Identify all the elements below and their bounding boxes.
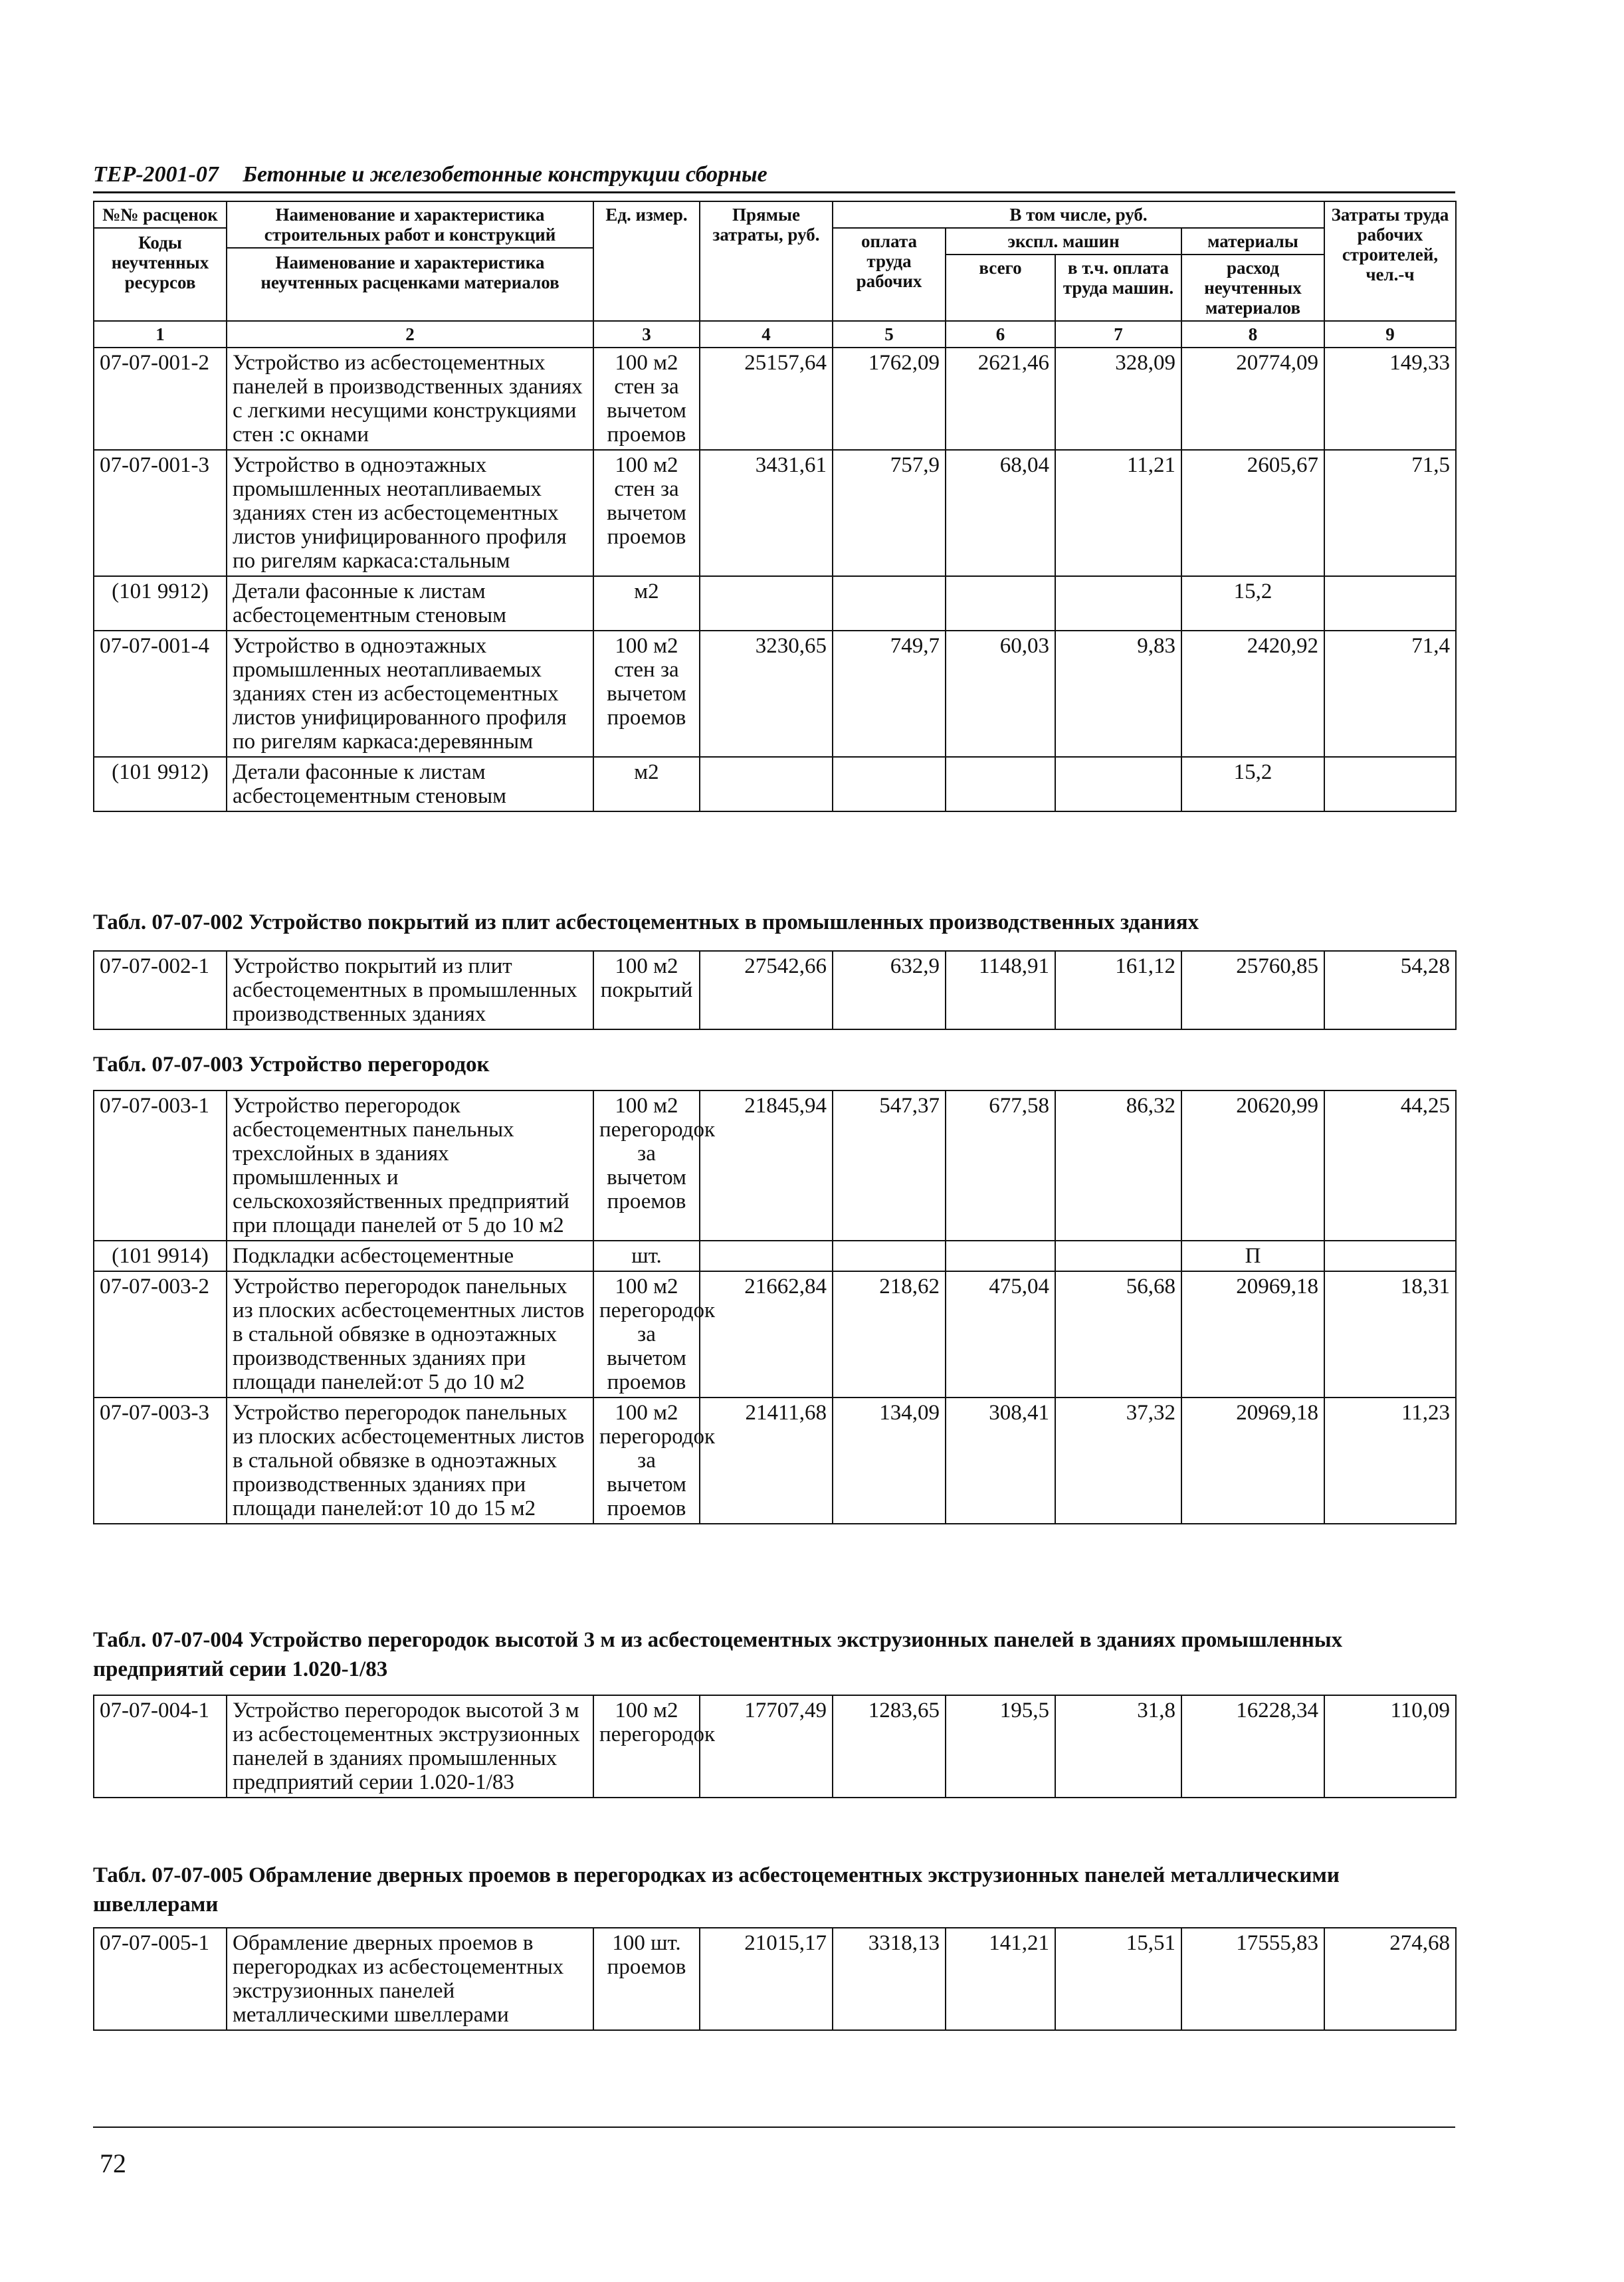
table-row (94, 1398, 1456, 1524)
col7-header: в т.ч. оплата труда машин. (1055, 255, 1181, 321)
cell-code: (101 9912) (94, 576, 227, 631)
cell-mach: 308,41 (946, 1398, 1055, 1524)
cell-unit: м2 (593, 576, 700, 631)
empty-cell (1055, 1241, 1181, 1271)
cell-mach: 195,5 (946, 1695, 1055, 1798)
caption-text: Устройство покрытий из плит асбестоцементных в промышленных производственных зданиях (249, 910, 1199, 934)
cell-labor: 1762,09 (833, 348, 946, 450)
cell-mach-labor: 56,68 (1055, 1271, 1181, 1398)
col-number: 7 (1055, 321, 1181, 348)
empty-cell (1324, 576, 1456, 631)
caption-prefix: Табл. 07-07-003 (93, 1053, 243, 1077)
col-number: 8 (1181, 321, 1324, 348)
col-number: 4 (700, 321, 833, 348)
cell-mach: 1148,91 (946, 951, 1055, 1029)
cell-code: 07-07-001-4 (94, 631, 227, 757)
cell-unit: шт. (593, 1241, 700, 1271)
cell-mach: 141,21 (946, 1928, 1055, 2030)
cell-mach-labor: 31,8 (1055, 1695, 1181, 1798)
caption-text: Обрамление дверных проемов в перегородках из асбестоцементных экструзионных панелей металлическими швеллерами (93, 1863, 1340, 1917)
machines-header: экспл. машин (946, 228, 1181, 255)
table-002 (93, 950, 1457, 1030)
cell-direct: 25157,64 (700, 348, 833, 450)
table-row (94, 450, 1456, 576)
cell-code: 07-07-002-1 (94, 951, 227, 1029)
cell-name: Устройство перегородок панельных из плоских асбестоцементных листов в стальной обвязке в одноэтажных производственных зданиях при площади панелей:от 10 до 15 м2 (227, 1398, 593, 1524)
cell-name: Детали фасонные к листам асбестоцементным стеновым (227, 757, 593, 811)
cell-unit: 100 м2 перегородок за вычетом проемов (593, 1271, 700, 1398)
cell-mach-labor: 37,32 (1055, 1398, 1181, 1524)
cell-unit: 100 м2 стен за вычетом проемов (593, 348, 700, 450)
cell-unit: 100 шт. проемов (593, 1928, 700, 2030)
col3-header: Ед. измер. (593, 201, 700, 321)
cell-direct: 27542,66 (700, 951, 833, 1029)
caption-prefix: Табл. 07-07-005 (93, 1863, 243, 1887)
cell-direct: 21662,84 (700, 1271, 833, 1398)
cell-hours: 71,5 (1324, 450, 1456, 576)
table-row (94, 1271, 1456, 1398)
cell-mat: 20969,18 (1181, 1271, 1324, 1398)
cell-mach: 68,04 (946, 450, 1055, 576)
resource-row (94, 757, 1456, 811)
cell-direct: 3230,65 (700, 631, 833, 757)
cell-mach-labor: 161,12 (1055, 951, 1181, 1029)
cell-mat: 20969,18 (1181, 1398, 1324, 1524)
caption-prefix: Табл. 07-07-004 (93, 1628, 243, 1652)
resource-row (94, 576, 1456, 631)
cell-code: (101 9914) (94, 1241, 227, 1271)
cell-name: Детали фасонные к листам асбестоцементным стеновым (227, 576, 593, 631)
cell-direct: 21411,68 (700, 1398, 833, 1524)
footer-rule (93, 2126, 1455, 2128)
cell-labor: 1283,65 (833, 1695, 946, 1798)
cell-mach-labor: 11,21 (1055, 450, 1181, 576)
cell-labor: 218,62 (833, 1271, 946, 1398)
col-number: 1 (94, 321, 227, 348)
cell-hours: 11,23 (1324, 1398, 1456, 1524)
cell-name: Устройство перегородок высотой 3 м из асбестоцементных экструзионных панелей в зданиях промышленных предприятий серии 1.020-1/83 (227, 1695, 593, 1798)
cell-code: 07-07-003-1 (94, 1090, 227, 1241)
empty-cell (833, 757, 946, 811)
table-row (94, 631, 1456, 757)
empty-cell (700, 757, 833, 811)
table-003 (93, 1090, 1457, 1524)
cell-mat: 15,2 (1181, 576, 1324, 631)
cell-direct: 21845,94 (700, 1090, 833, 1241)
cell-code: 07-07-003-2 (94, 1271, 227, 1398)
header-title: Бетонные и железобетонные конструкции сборные (243, 162, 767, 187)
cell-labor: 547,37 (833, 1090, 946, 1241)
cell-labor: 3318,13 (833, 1928, 946, 2030)
col-number: 2 (227, 321, 593, 348)
empty-cell (1324, 1241, 1456, 1271)
col-number: 6 (946, 321, 1055, 348)
page-number: 72 (100, 2148, 126, 2178)
col8-header: расход неучтенных материалов (1181, 255, 1324, 321)
cell-direct: 21015,17 (700, 1928, 833, 2030)
cell-hours: 18,31 (1324, 1271, 1456, 1398)
cell-hours: 44,25 (1324, 1090, 1456, 1241)
header-rule (93, 191, 1455, 193)
empty-cell (833, 1241, 946, 1271)
empty-cell (1324, 757, 1456, 811)
table-row (94, 1928, 1456, 2030)
cell-labor: 134,09 (833, 1398, 946, 1524)
cell-code: 07-07-001-2 (94, 348, 227, 450)
col6-header: всего (946, 255, 1055, 321)
table-caption-004 (93, 1625, 1455, 1684)
cell-mach-labor: 86,32 (1055, 1090, 1181, 1241)
cell-unit: 100 м2 стен за вычетом проемов (593, 450, 700, 576)
cell-name: Устройство перегородок панельных из плоских асбестоцементных листов в стальной обвязке в одноэтажных производственных зданиях при площади панелей:от 5 до 10 м2 (227, 1271, 593, 1398)
cell-labor: 632,9 (833, 951, 946, 1029)
cell-labor: 757,9 (833, 450, 946, 576)
empty-cell (946, 757, 1055, 811)
cell-mach: 2621,46 (946, 348, 1055, 450)
cell-unit: 100 м2 покрытий (593, 951, 700, 1029)
cell-mat: 25760,85 (1181, 951, 1324, 1029)
cell-mat: 2420,92 (1181, 631, 1324, 757)
cell-code: 07-07-004-1 (94, 1695, 227, 1798)
empty-cell (1055, 757, 1181, 811)
col1-header (94, 201, 227, 321)
materials-header: материалы (1181, 228, 1324, 255)
header-code: ТЕР-2001-07 (93, 162, 219, 187)
cell-unit: 100 м2 перегородок за вычетом проемов (593, 1398, 700, 1524)
table-caption-003 (93, 1050, 1455, 1079)
cell-mach-labor: 15,51 (1055, 1928, 1181, 2030)
cell-name: Устройство в одноэтажных промышленных неотапливаемых зданиях стен из асбестоцементных листов унифицированного профиля по ригелям каркаса:деревянным (227, 631, 593, 757)
cell-unit: м2 (593, 757, 700, 811)
empty-cell (1055, 576, 1181, 631)
cell-hours: 71,4 (1324, 631, 1456, 757)
col-number: 3 (593, 321, 700, 348)
cell-name: Устройство из асбестоцементных панелей в производственных зданиях с легкими несущими конструкциями стен :с окнами (227, 348, 593, 450)
cell-name: Подкладки асбестоцементные (227, 1241, 593, 1271)
caption-text: Устройство перегородок высотой 3 м из асбестоцементных экструзионных панелей в зданиях промышленных предприятий серии 1.020-1/83 (93, 1628, 1343, 1681)
cell-mat: 16228,34 (1181, 1695, 1324, 1798)
cell-hours: 54,28 (1324, 951, 1456, 1029)
cell-mach-labor: 328,09 (1055, 348, 1181, 450)
cell-hours: 274,68 (1324, 1928, 1456, 2030)
cell-mach-labor: 9,83 (1055, 631, 1181, 757)
cell-mach: 475,04 (946, 1271, 1055, 1398)
cell-name: Устройство покрытий из плит асбестоцементных в промышленных производственных зданиях (227, 951, 593, 1029)
col1-bottom: Коды неучтенных ресурсов (111, 233, 209, 292)
cell-unit: 100 м2 стен за вычетом проемов (593, 631, 700, 757)
col2-bottom: Наименование и характеристика неучтенных расценками материалов (260, 253, 559, 292)
empty-cell (946, 576, 1055, 631)
cell-name: Устройство перегородок асбестоцементных панельных трехслойных в зданиях промышленных и сельскохозяйственных предприятий при площади панелей от 5 до 10 м2 (227, 1090, 593, 1241)
cell-name: Обрамление дверных проемов в перегородках из асбестоцементных экструзионных панелей металлическими швеллерами (227, 1928, 593, 2030)
cell-mat: 20620,99 (1181, 1090, 1324, 1241)
group-header: В том числе, руб. (833, 201, 1324, 228)
col-number: 5 (833, 321, 946, 348)
cell-code: (101 9912) (94, 757, 227, 811)
table-caption-002 (93, 908, 1455, 937)
table-row (94, 1090, 1456, 1241)
cell-mat: 17555,83 (1181, 1928, 1324, 2030)
page-header (93, 162, 1455, 187)
col-number: 9 (1324, 321, 1456, 348)
cell-mach: 60,03 (946, 631, 1055, 757)
table-row (94, 951, 1456, 1029)
col2-header (227, 201, 593, 321)
col5-header: оплата труда рабочих (833, 228, 946, 321)
cell-code: 07-07-003-3 (94, 1398, 227, 1524)
caption-prefix: Табл. 07-07-002 (93, 910, 243, 934)
cell-name: Устройство в одноэтажных промышленных неотапливаемых зданиях стен из асбестоцементных листов унифицированного профиля по ригелям каркаса:стальным (227, 450, 593, 576)
cell-unit: 100 м2 перегородок за вычетом проемов (593, 1090, 700, 1241)
cell-mach: 677,58 (946, 1090, 1055, 1241)
cell-mat: 15,2 (1181, 757, 1324, 811)
table-caption-005 (93, 1861, 1455, 1919)
empty-cell (946, 1241, 1055, 1271)
cell-hours: 110,09 (1324, 1695, 1456, 1798)
empty-cell (833, 576, 946, 631)
table-005 (93, 1927, 1457, 2031)
cell-direct: 17707,49 (700, 1695, 833, 1798)
cell-mat: 20774,09 (1181, 348, 1324, 450)
col2-top: Наименование и характеристика строительных работ и конструкций (227, 205, 593, 249)
cell-code: 07-07-005-1 (94, 1928, 227, 2030)
cell-mat: 2605,67 (1181, 450, 1324, 576)
col1-top: №№ расценок (94, 205, 226, 229)
main-table (93, 201, 1457, 812)
empty-cell (700, 576, 833, 631)
table-row (94, 1695, 1456, 1798)
cell-unit: 100 м2 перегородок (593, 1695, 700, 1798)
table-row (94, 348, 1456, 450)
col4-header: Прямые затраты, руб. (700, 201, 833, 321)
empty-cell (700, 1241, 833, 1271)
table-004 (93, 1695, 1457, 1798)
resource-row (94, 1241, 1456, 1271)
col9-header: Затраты труда рабочих строителей, чел.-ч (1324, 201, 1456, 321)
cell-hours: 149,33 (1324, 348, 1456, 450)
cell-mat: П (1181, 1241, 1324, 1271)
cell-code: 07-07-001-3 (94, 450, 227, 576)
cell-labor: 749,7 (833, 631, 946, 757)
column-numbers-row (94, 321, 1456, 348)
header-row-1 (94, 201, 1456, 228)
cell-direct: 3431,61 (700, 450, 833, 576)
caption-text: Устройство перегородок (249, 1053, 490, 1077)
